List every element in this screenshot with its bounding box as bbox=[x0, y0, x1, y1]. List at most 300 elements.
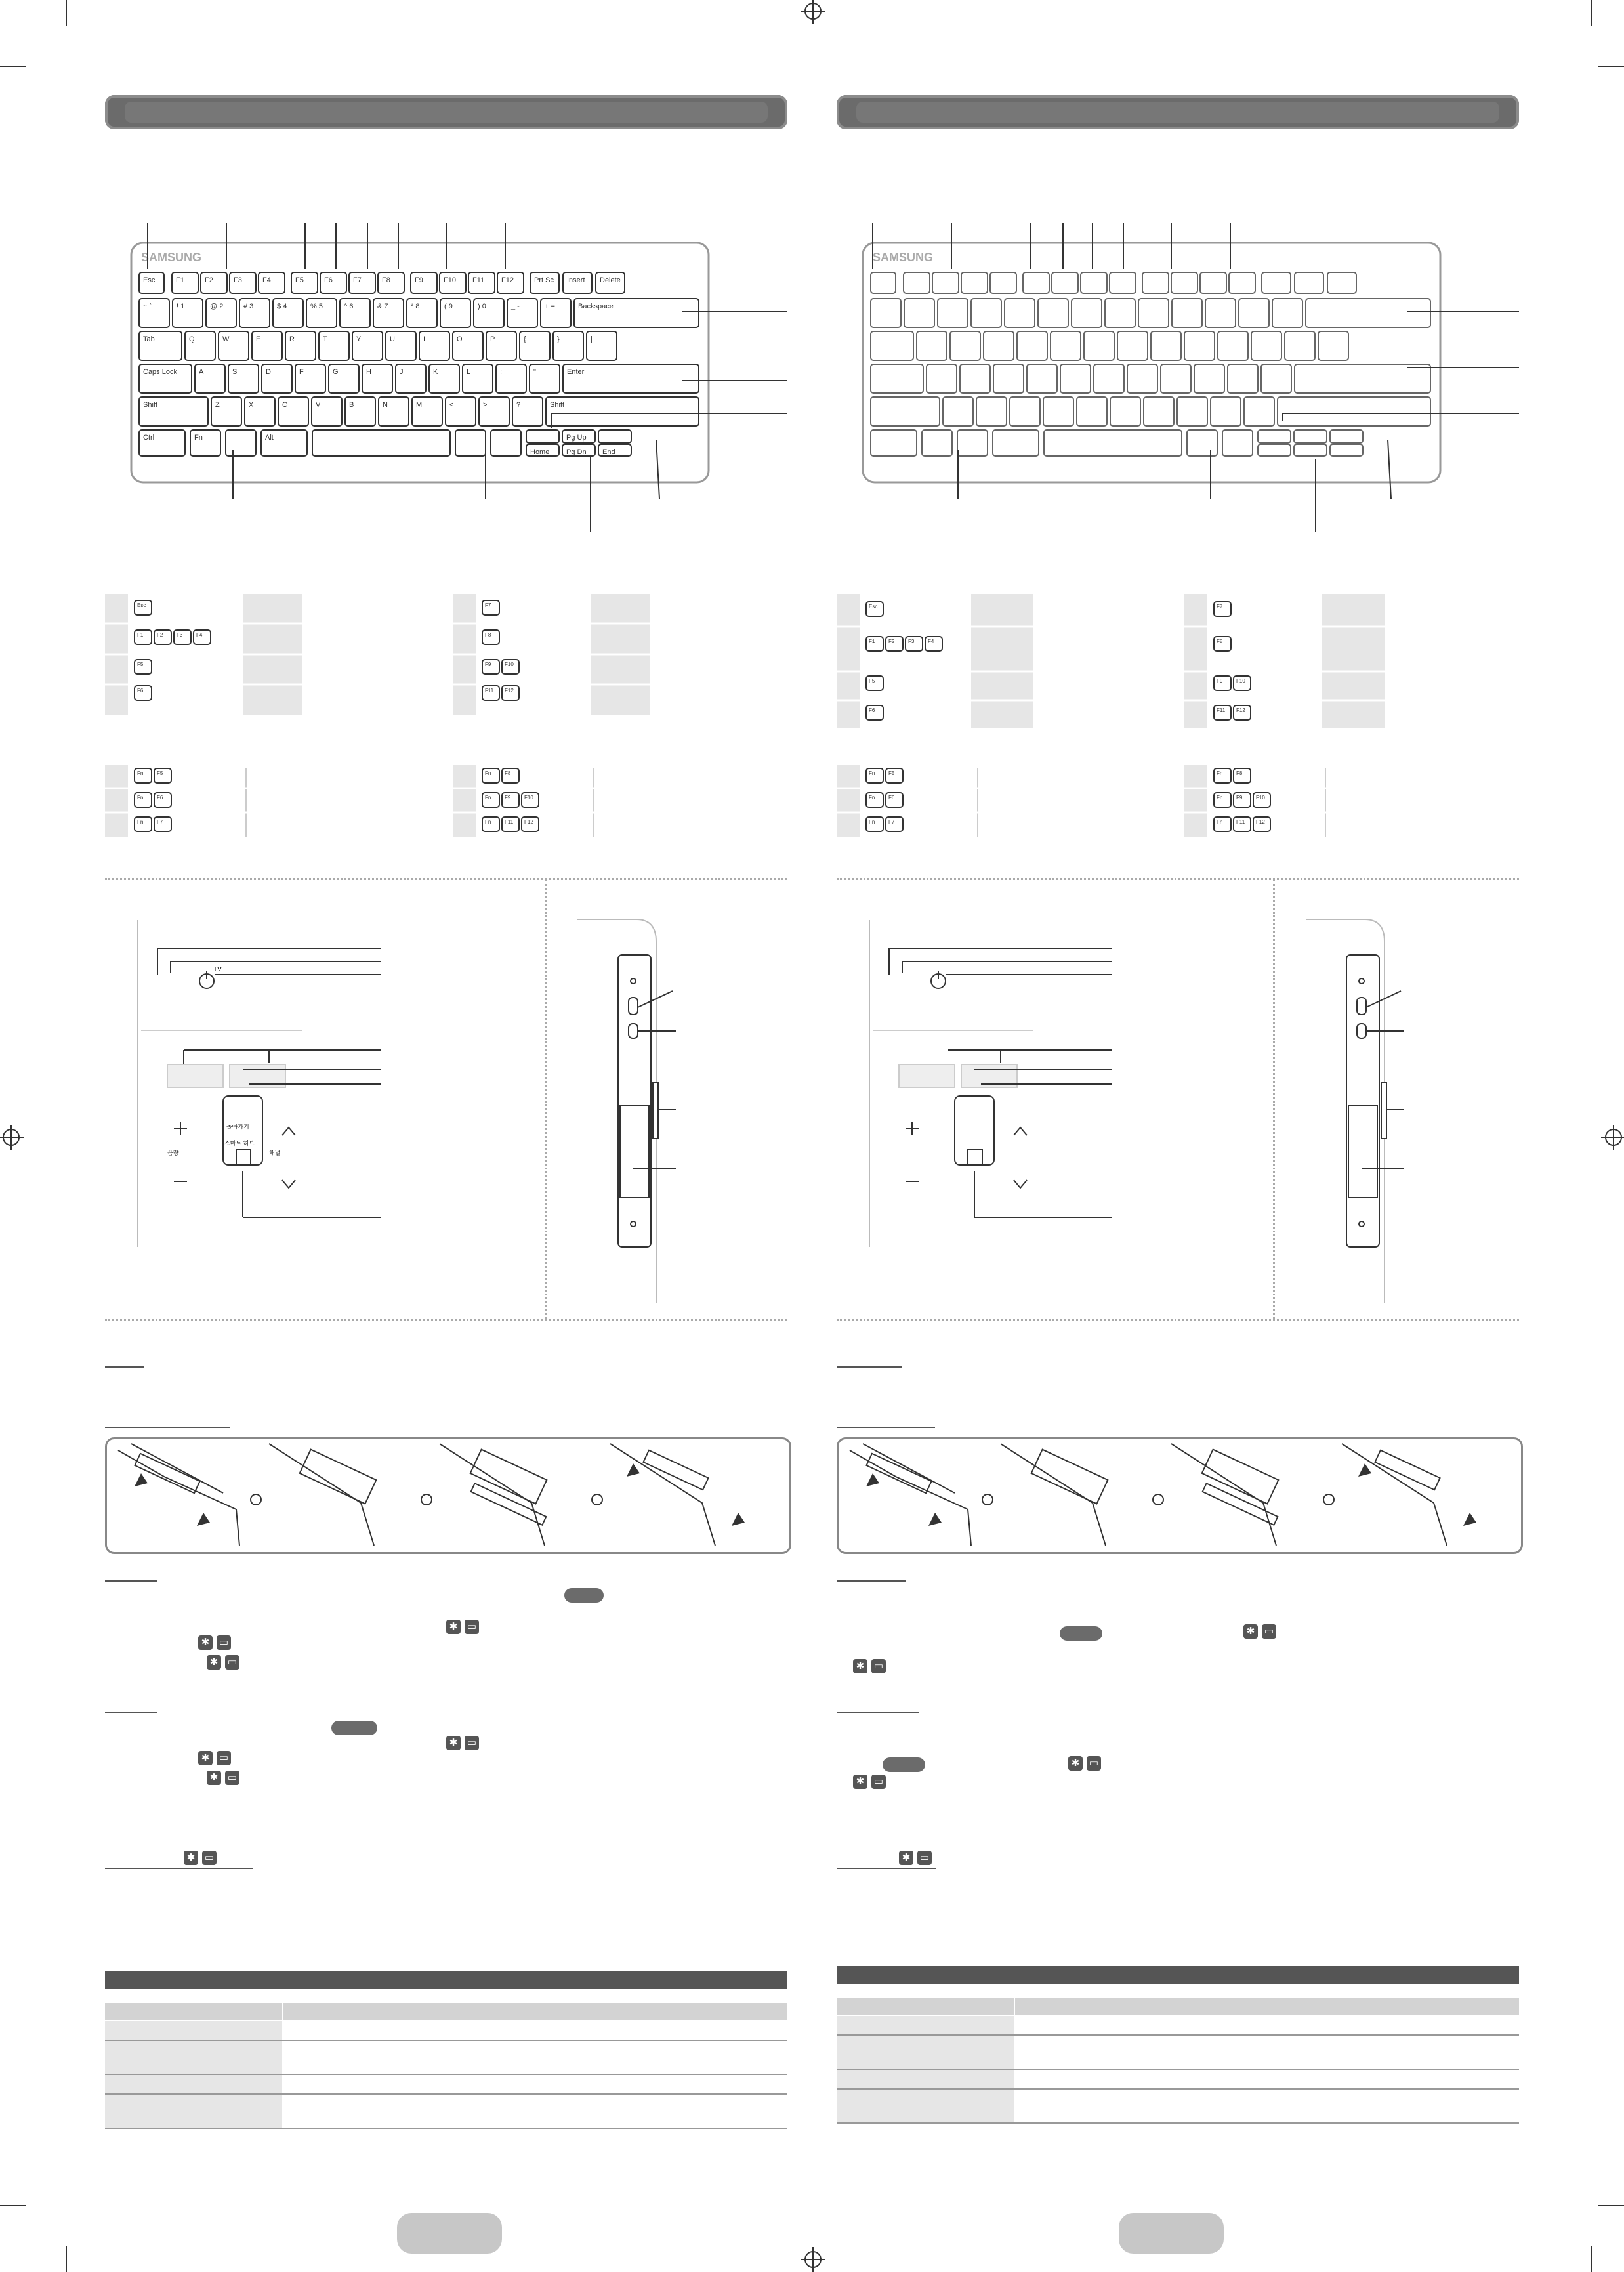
key-a2 bbox=[960, 364, 990, 393]
key-num bbox=[1239, 299, 1269, 327]
mini-key-label: F4 bbox=[928, 639, 934, 644]
key-num bbox=[1205, 299, 1236, 327]
key-a3 bbox=[993, 364, 1024, 393]
key-label: | bbox=[591, 335, 593, 343]
key-2 bbox=[950, 331, 980, 360]
bluetooth-icon: ✱ bbox=[198, 1635, 213, 1650]
mini-key-label: F7 bbox=[485, 602, 491, 608]
bluetooth-icon: ✱ bbox=[184, 1851, 198, 1865]
key-label: Z bbox=[215, 401, 220, 409]
heading-underline bbox=[105, 1366, 144, 1368]
remote-front-diagram bbox=[131, 919, 407, 1247]
key-left bbox=[526, 430, 559, 443]
key-f10 bbox=[1171, 272, 1197, 293]
key-label: ^ 6 bbox=[344, 303, 354, 310]
key-label: E bbox=[256, 335, 261, 343]
key-num bbox=[1005, 299, 1035, 327]
key-z10 bbox=[1244, 397, 1274, 426]
key-num bbox=[1072, 299, 1102, 327]
key-label: F3 bbox=[234, 276, 242, 284]
key-hanja bbox=[455, 430, 486, 456]
mini-key-label: F9 bbox=[1217, 678, 1223, 684]
key-right bbox=[1330, 430, 1363, 443]
key-z7 bbox=[1144, 397, 1174, 426]
heading-underline bbox=[105, 1712, 157, 1713]
key-label: Shift bbox=[143, 401, 158, 409]
mini-key-label: Esc bbox=[137, 602, 146, 608]
button-badge bbox=[331, 1721, 377, 1735]
key-label: U bbox=[390, 335, 395, 343]
key-tab bbox=[871, 331, 913, 360]
function-key-table bbox=[105, 594, 787, 725]
spec-table-row bbox=[105, 2041, 787, 2075]
section-divider bbox=[105, 878, 787, 880]
key-label: T bbox=[323, 335, 327, 343]
key-label: + = bbox=[545, 303, 555, 310]
key-search bbox=[1222, 430, 1253, 456]
key-label: Pg Up bbox=[566, 434, 587, 442]
key-esc bbox=[871, 272, 896, 293]
key-label: F bbox=[299, 368, 304, 376]
key-a4 bbox=[1027, 364, 1057, 393]
mini-key-label: Fn bbox=[869, 819, 875, 825]
mini-key-label: Fn bbox=[869, 770, 875, 776]
heading-underline bbox=[105, 1580, 157, 1582]
key-label: F7 bbox=[353, 276, 362, 284]
bluetooth-icon: ✱ bbox=[207, 1771, 221, 1785]
heading-underline bbox=[837, 1868, 936, 1869]
key-label: Y bbox=[356, 335, 362, 343]
button-badge bbox=[883, 1757, 925, 1772]
key-label: O bbox=[457, 335, 463, 343]
battery-icon: ▭ bbox=[202, 1851, 217, 1865]
key-label: # 3 bbox=[243, 303, 254, 310]
key-label: Prt Sc bbox=[534, 276, 554, 284]
battery-icon: ▭ bbox=[1262, 1624, 1276, 1639]
key-label: F11 bbox=[472, 276, 485, 284]
key-label: } bbox=[557, 335, 560, 343]
bluetooth-icon: ✱ bbox=[446, 1736, 461, 1750]
key-label: _ - bbox=[511, 303, 520, 310]
key-num bbox=[871, 299, 901, 327]
key-pgup bbox=[1294, 430, 1327, 443]
crop-mark bbox=[0, 66, 26, 67]
key-num bbox=[904, 299, 934, 327]
key-label: { bbox=[524, 335, 526, 343]
crop-mark bbox=[66, 0, 67, 26]
mini-key-label: F2 bbox=[157, 632, 163, 638]
spec-table-row bbox=[105, 2095, 787, 2129]
mini-key-label: F3 bbox=[177, 632, 183, 638]
key-label: I bbox=[423, 335, 426, 343]
mini-key-label: Fn bbox=[485, 770, 491, 776]
heading-underline bbox=[837, 1580, 906, 1582]
bluetooth-icon: ✱ bbox=[853, 1775, 867, 1789]
mini-key-label: F4 bbox=[196, 632, 203, 638]
key-label: : bbox=[500, 368, 503, 376]
key-f9 bbox=[1142, 272, 1169, 293]
mini-key-label: Fn bbox=[1217, 819, 1223, 825]
mini-key-label: F12 bbox=[1256, 819, 1265, 825]
key-f1 bbox=[904, 272, 930, 293]
page-number-badge bbox=[397, 2213, 502, 2254]
heading-underline bbox=[837, 1366, 902, 1368]
key-8 bbox=[1151, 331, 1181, 360]
key-f12 bbox=[1229, 272, 1255, 293]
spec-table-row bbox=[837, 2016, 1519, 2036]
key-label: F9 bbox=[415, 276, 423, 284]
key-a11 bbox=[1261, 364, 1291, 393]
key-label: G bbox=[333, 368, 339, 376]
battery-icon: ▭ bbox=[465, 1736, 479, 1750]
key-label: P bbox=[490, 335, 495, 343]
key-num bbox=[971, 299, 1001, 327]
key-z1 bbox=[943, 397, 973, 426]
key-space bbox=[1044, 430, 1182, 456]
key-label: ( 9 bbox=[444, 303, 453, 310]
key-label: ) 0 bbox=[478, 303, 486, 310]
registration-mark-right bbox=[1605, 1129, 1622, 1146]
key-label: ! 1 bbox=[177, 303, 185, 310]
mini-key-label: F8 bbox=[1236, 770, 1243, 776]
remote-front-diagram bbox=[863, 919, 1138, 1247]
left-page bbox=[105, 0, 787, 2272]
key-13 bbox=[1318, 331, 1348, 360]
key-label: L bbox=[467, 368, 471, 376]
key-prtsc bbox=[1262, 272, 1291, 293]
key-num bbox=[1105, 299, 1135, 327]
smart-hub-label: 스마트 허브 bbox=[224, 1140, 255, 1147]
mini-key-label: F5 bbox=[869, 678, 875, 684]
battery-icon: ▭ bbox=[917, 1851, 932, 1865]
key-right bbox=[598, 430, 631, 443]
mini-key-label: F3 bbox=[908, 639, 915, 644]
section-title-bar bbox=[837, 95, 1519, 129]
key-fn bbox=[922, 430, 952, 456]
brand-label: SAMSUNG bbox=[141, 251, 202, 264]
spec-table-row bbox=[837, 2036, 1519, 2070]
vol-label: 음량 bbox=[167, 1150, 179, 1156]
key-label: B bbox=[349, 401, 354, 409]
battery-icon: ▭ bbox=[465, 1620, 479, 1634]
mini-key-label: F8 bbox=[1217, 639, 1223, 644]
spec-table-header bbox=[105, 1971, 787, 1989]
remote-side-diagram bbox=[1299, 915, 1516, 1303]
mini-key-label: Fn bbox=[485, 819, 491, 825]
key-f8 bbox=[1110, 272, 1136, 293]
section-divider bbox=[105, 1319, 787, 1321]
key-pgdn bbox=[1294, 444, 1327, 456]
heading-underline bbox=[105, 1868, 253, 1869]
key-z5 bbox=[1077, 397, 1107, 426]
key-f3 bbox=[961, 272, 988, 293]
right-page bbox=[837, 0, 1519, 2272]
key-f6 bbox=[1052, 272, 1078, 293]
vertical-divider bbox=[1273, 879, 1276, 1319]
key-11 bbox=[1251, 331, 1281, 360]
key-label: S bbox=[232, 368, 238, 376]
section-title-bar bbox=[105, 95, 787, 129]
key-space bbox=[312, 430, 450, 456]
mini-key-label: F9 bbox=[485, 662, 491, 667]
key-f11 bbox=[1200, 272, 1226, 293]
key-hanja bbox=[1187, 430, 1217, 456]
spec-table-row bbox=[105, 2021, 787, 2041]
heading-underline bbox=[105, 1427, 230, 1428]
key-label: > bbox=[483, 401, 488, 409]
key-label: < bbox=[449, 401, 454, 409]
key-label: F1 bbox=[176, 276, 184, 284]
key-label: ? bbox=[516, 401, 521, 409]
key-a1 bbox=[927, 364, 957, 393]
mini-key-label: F6 bbox=[157, 795, 163, 801]
section-divider bbox=[837, 1319, 1519, 1321]
key-z6 bbox=[1110, 397, 1140, 426]
battery-icon: ▭ bbox=[871, 1775, 886, 1789]
keyboard-diagram bbox=[105, 223, 787, 538]
mini-key-label: F11 bbox=[505, 819, 514, 825]
bluetooth-icon: ✱ bbox=[446, 1620, 461, 1634]
key-label: $ 4 bbox=[277, 303, 287, 310]
key-shift-right bbox=[1278, 397, 1430, 426]
key-label: Insert bbox=[567, 276, 585, 284]
key-label: Ctrl bbox=[143, 434, 155, 442]
key-1 bbox=[917, 331, 947, 360]
key-a6 bbox=[1094, 364, 1124, 393]
key-label: Fn bbox=[194, 434, 203, 442]
mini-key-label: F10 bbox=[1256, 795, 1265, 801]
mini-key-label: F11 bbox=[485, 688, 494, 694]
crop-mark bbox=[66, 2246, 67, 2272]
button-badge bbox=[1060, 1626, 1102, 1641]
function-key-table bbox=[837, 594, 1519, 732]
registration-mark-left bbox=[3, 1129, 20, 1146]
bluetooth-icon: ✱ bbox=[853, 1659, 867, 1673]
return-label: 돌아가기 bbox=[226, 1124, 249, 1130]
battery-icon: ▭ bbox=[217, 1751, 231, 1765]
key-a10 bbox=[1228, 364, 1258, 393]
key-a5 bbox=[1060, 364, 1091, 393]
key-label: H bbox=[366, 368, 371, 376]
vertical-divider bbox=[545, 879, 548, 1319]
ch-label: 채널 bbox=[269, 1150, 281, 1156]
mini-key-label: F6 bbox=[869, 707, 875, 713]
key-3 bbox=[984, 331, 1014, 360]
bluetooth-icon: ✱ bbox=[899, 1851, 913, 1865]
spec-table-subheader bbox=[837, 1998, 1519, 2015]
mini-key-label: F10 bbox=[505, 662, 514, 667]
key-ctrl bbox=[871, 430, 917, 456]
bluetooth-icon: ✱ bbox=[1068, 1756, 1083, 1771]
key-label: J bbox=[400, 368, 404, 376]
mini-key-label: F10 bbox=[1236, 678, 1245, 684]
key-menu bbox=[957, 430, 988, 456]
mini-key-label: F7 bbox=[1217, 604, 1223, 610]
spec-table-row bbox=[837, 2090, 1519, 2124]
key-label: V bbox=[316, 401, 321, 409]
key-home bbox=[1258, 444, 1291, 456]
key-5 bbox=[1051, 331, 1081, 360]
bluetooth-icon: ✱ bbox=[1243, 1624, 1258, 1639]
key-label: @ 2 bbox=[210, 303, 224, 310]
key-label: M bbox=[416, 401, 423, 409]
key-label: Esc bbox=[143, 276, 156, 284]
mini-key-label: Fn bbox=[485, 795, 491, 801]
mini-key-label: F8 bbox=[505, 770, 511, 776]
key-label: Shift bbox=[550, 401, 565, 409]
key-f7 bbox=[1081, 272, 1107, 293]
key-num bbox=[1172, 299, 1202, 327]
mini-key-label: F6 bbox=[888, 795, 895, 801]
spec-table-row bbox=[105, 2075, 787, 2095]
key-z9 bbox=[1211, 397, 1241, 426]
mini-key-label: F5 bbox=[888, 770, 895, 776]
key-a7 bbox=[1127, 364, 1157, 393]
key-shift-right bbox=[546, 397, 699, 426]
key-10 bbox=[1218, 331, 1248, 360]
button-badge bbox=[564, 1588, 604, 1603]
key-num bbox=[1038, 299, 1068, 327]
key-label: F12 bbox=[501, 276, 514, 284]
mini-key-label: F2 bbox=[888, 639, 895, 644]
key-label: N bbox=[383, 401, 388, 409]
battery-install-panel bbox=[837, 1437, 1523, 1554]
key-4 bbox=[1017, 331, 1047, 360]
key-insert bbox=[1295, 272, 1323, 293]
bluetooth-icon: ✱ bbox=[198, 1751, 213, 1765]
mini-key-label: F9 bbox=[1236, 795, 1243, 801]
registration-mark-top bbox=[804, 3, 822, 20]
key-z4 bbox=[1043, 397, 1073, 426]
bluetooth-icon: ✱ bbox=[207, 1655, 221, 1670]
key-search bbox=[491, 430, 521, 456]
key-z8 bbox=[1177, 397, 1207, 426]
key-enter bbox=[1295, 364, 1430, 393]
tv-label: TV bbox=[213, 966, 222, 973]
crop-mark bbox=[1591, 2246, 1592, 2272]
battery-icon: ▭ bbox=[217, 1635, 231, 1650]
mini-key-label: F1 bbox=[137, 632, 144, 638]
mini-key-label: F8 bbox=[485, 632, 491, 638]
key-label: F5 bbox=[295, 276, 304, 284]
mini-key-label: F7 bbox=[888, 819, 895, 825]
key-label: End bbox=[602, 448, 615, 456]
key-f2 bbox=[932, 272, 959, 293]
key-label: Caps Lock bbox=[143, 368, 177, 376]
mini-key-label: F1 bbox=[869, 639, 875, 644]
key-label: K bbox=[433, 368, 438, 376]
key-capslock bbox=[871, 364, 923, 393]
crop-mark bbox=[1591, 0, 1592, 26]
key-label: F2 bbox=[205, 276, 213, 284]
mini-key-label: Fn bbox=[137, 795, 144, 801]
mini-key-label: F5 bbox=[157, 770, 163, 776]
key-label: Delete bbox=[600, 276, 621, 284]
page-number-badge bbox=[1119, 2213, 1224, 2254]
spec-table-subheader bbox=[105, 2003, 787, 2020]
heading-underline bbox=[837, 1712, 919, 1713]
key-label: W bbox=[222, 335, 230, 343]
key-label: Backspace bbox=[578, 303, 614, 310]
spec-table-row bbox=[837, 2070, 1519, 2090]
mini-key-label: Fn bbox=[1217, 770, 1223, 776]
mini-key-label: F10 bbox=[524, 795, 533, 801]
key-label: * 8 bbox=[411, 303, 420, 310]
key-label: Q bbox=[189, 335, 195, 343]
key-7 bbox=[1117, 331, 1148, 360]
key-f5 bbox=[1023, 272, 1049, 293]
crop-mark bbox=[1598, 2205, 1624, 2206]
crop-mark bbox=[0, 2205, 26, 2206]
mini-key-label: F11 bbox=[1217, 707, 1226, 713]
key-label: ~ ` bbox=[143, 303, 152, 310]
mini-key-label: Esc bbox=[869, 604, 878, 610]
key-label: Home bbox=[530, 448, 550, 456]
key-z2 bbox=[976, 397, 1007, 426]
key-label: F8 bbox=[382, 276, 390, 284]
mini-key-label: Fn bbox=[137, 770, 144, 776]
key-label: % 5 bbox=[310, 303, 323, 310]
key-left bbox=[1258, 430, 1291, 443]
key-num bbox=[1272, 299, 1302, 327]
fn-combo-table bbox=[837, 765, 1519, 843]
key-label: R bbox=[289, 335, 295, 343]
battery-install-panel bbox=[105, 1437, 791, 1554]
registration-mark-bottom bbox=[804, 2251, 822, 2268]
mini-key-label: F12 bbox=[524, 819, 533, 825]
mini-key-label: F5 bbox=[137, 662, 144, 667]
remote-side-diagram bbox=[571, 915, 787, 1303]
key-f4 bbox=[990, 272, 1016, 293]
mini-key-label: F7 bbox=[157, 819, 163, 825]
mini-key-label: F11 bbox=[1236, 819, 1245, 825]
mini-key-label: Fn bbox=[137, 819, 144, 825]
key-label: D bbox=[266, 368, 271, 376]
key-label: F4 bbox=[262, 276, 271, 284]
battery-icon: ▭ bbox=[225, 1655, 239, 1670]
mini-key-label: F9 bbox=[505, 795, 511, 801]
key-label: F10 bbox=[444, 276, 456, 284]
battery-icon: ▭ bbox=[225, 1771, 239, 1785]
key-end bbox=[1330, 444, 1363, 456]
key-a9 bbox=[1194, 364, 1224, 393]
heading-underline bbox=[837, 1427, 935, 1428]
fn-combo-table bbox=[105, 765, 787, 843]
key-label: Tab bbox=[143, 335, 155, 343]
key-num bbox=[938, 299, 968, 327]
mini-key-label: Fn bbox=[869, 795, 875, 801]
key-label: " bbox=[533, 368, 536, 376]
key-alt bbox=[993, 430, 1039, 456]
key-shift-left bbox=[871, 397, 940, 426]
key-label: Enter bbox=[567, 368, 585, 376]
key-menu bbox=[226, 430, 256, 456]
key-num bbox=[1138, 299, 1169, 327]
key-label: & 7 bbox=[377, 303, 388, 310]
mini-key-label: F12 bbox=[505, 688, 514, 694]
key-a8 bbox=[1161, 364, 1191, 393]
key-label: F6 bbox=[324, 276, 333, 284]
spec-table-header bbox=[837, 1966, 1519, 1984]
key-label: X bbox=[249, 401, 254, 409]
mini-key-label: F6 bbox=[137, 688, 144, 694]
key-label: Pg Dn bbox=[566, 448, 587, 456]
mini-key-label: F12 bbox=[1236, 707, 1245, 713]
key-z3 bbox=[1010, 397, 1040, 426]
key-label: Alt bbox=[265, 434, 274, 442]
keyboard-diagram-blank bbox=[837, 223, 1519, 538]
key-12 bbox=[1285, 331, 1315, 360]
